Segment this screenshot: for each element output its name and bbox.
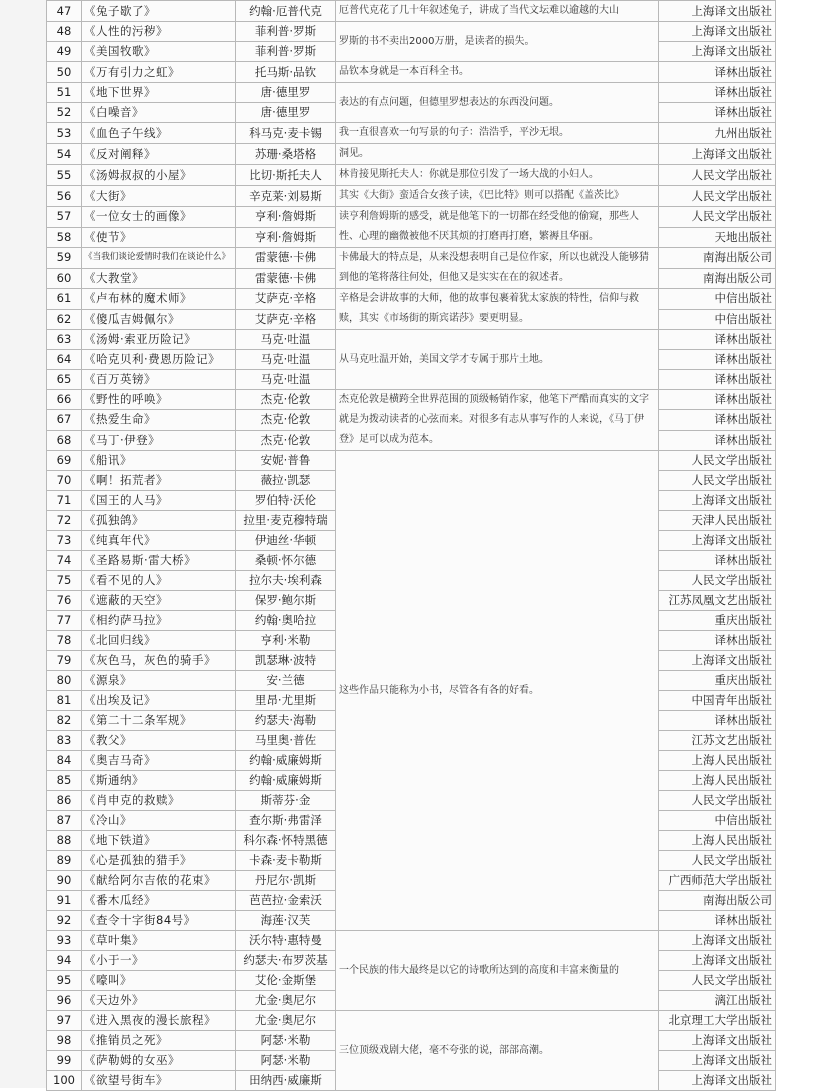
- table-row: [47, 83, 776, 103]
- book-author: 科尔森·怀特黑德: [236, 831, 336, 851]
- book-title: 《百万英镑》: [82, 370, 236, 390]
- row-number: 47: [47, 1, 82, 22]
- table-row: [47, 451, 776, 471]
- book-publisher: 译林出版社: [659, 350, 776, 370]
- row-number: 94: [47, 951, 82, 971]
- book-publisher: 江苏文艺出版社: [659, 731, 776, 751]
- table-row: [47, 248, 776, 269]
- book-publisher: 上海译文出版社: [659, 1, 776, 22]
- book-publisher: 上海译文出版社: [659, 531, 776, 551]
- row-number: 89: [47, 851, 82, 871]
- book-title: 《大教堂》: [82, 268, 236, 289]
- book-author: 约瑟夫·海勒: [236, 711, 336, 731]
- row-number: 62: [47, 309, 82, 330]
- book-author: 海莲·汉芙: [236, 911, 336, 931]
- row-number: 98: [47, 1031, 82, 1051]
- book-comment: 三位顶级戏剧大佬，毫不夸张的说，部部高潮。: [336, 1011, 659, 1091]
- book-title: 《相约萨马拉》: [82, 611, 236, 631]
- book-publisher: 上海译文出版社: [659, 951, 776, 971]
- book-author: 艾萨克·辛格: [236, 309, 336, 330]
- book-publisher: 上海译文出版社: [659, 42, 776, 62]
- book-publisher: 译林出版社: [659, 62, 776, 83]
- row-number: 90: [47, 871, 82, 891]
- row-number: 86: [47, 791, 82, 811]
- book-publisher: 译林出版社: [659, 631, 776, 651]
- table-row: [47, 165, 776, 186]
- book-title: 《地下铁道》: [82, 831, 236, 851]
- book-title: 《萨勒姆的女巫》: [82, 1051, 236, 1071]
- book-title: 《教父》: [82, 731, 236, 751]
- left-margin: [0, 0, 47, 1088]
- book-publisher: 上海译文出版社: [659, 22, 776, 42]
- book-publisher: 译林出版社: [659, 430, 776, 450]
- book-comment: 这些作品只能称为小书，尽管各有各的好看。: [336, 451, 659, 931]
- book-title: 《纯真年代》: [82, 531, 236, 551]
- row-number: 100: [47, 1071, 82, 1091]
- book-author: 亨利·米勒: [236, 631, 336, 651]
- book-title: 《使节》: [82, 227, 236, 248]
- book-author: 约翰·厄普代克: [236, 1, 336, 22]
- book-title: 《国王的人马》: [82, 491, 236, 511]
- book-publisher: 译林出版社: [659, 370, 776, 390]
- book-author: 凯瑟琳·波特: [236, 651, 336, 671]
- book-title: 《地下世界》: [82, 83, 236, 103]
- row-number: 83: [47, 731, 82, 751]
- book-publisher: 天地出版社: [659, 227, 776, 248]
- book-title: 《汤姆叔叔的小屋》: [82, 165, 236, 186]
- book-publisher: 人民文学出版社: [659, 791, 776, 811]
- book-author: 芭芭拉·金索沃: [236, 891, 336, 911]
- table-row: [47, 62, 776, 83]
- book-title: 《马丁·伊登》: [82, 430, 236, 450]
- book-author: 杰克·伦敦: [236, 430, 336, 450]
- row-number: 70: [47, 471, 82, 491]
- book-publisher: 广西师范大学出版社: [659, 871, 776, 891]
- row-number: 57: [47, 207, 82, 228]
- book-publisher: 人民文学出版社: [659, 207, 776, 228]
- book-comment: 洞见。: [336, 144, 659, 165]
- row-number: 50: [47, 62, 82, 83]
- book-publisher: 人民文学出版社: [659, 165, 776, 186]
- book-author: 雷蒙德·卡佛: [236, 248, 336, 269]
- book-title: 《人性的污秽》: [82, 22, 236, 42]
- book-title: 《源泉》: [82, 671, 236, 691]
- book-title: 《啊！拓荒者》: [82, 471, 236, 491]
- book-title: 《圣路易斯·雷大桥》: [82, 551, 236, 571]
- book-title: 《献给阿尔吉侬的花束》: [82, 871, 236, 891]
- book-title: 《嚎叫》: [82, 971, 236, 991]
- book-author: 雷蒙德·卡佛: [236, 268, 336, 289]
- book-title: 《野性的呼唤》: [82, 390, 236, 410]
- row-number: 72: [47, 511, 82, 531]
- book-publisher: 上海译文出版社: [659, 1051, 776, 1071]
- row-number: 53: [47, 123, 82, 144]
- book-title: 《孤独鸽》: [82, 511, 236, 531]
- row-number: 59: [47, 248, 82, 269]
- row-number: 65: [47, 370, 82, 390]
- book-table: [46, 0, 776, 1091]
- book-title: 《天边外》: [82, 991, 236, 1011]
- book-publisher: 上海译文出版社: [659, 931, 776, 951]
- book-author: 薇拉·凯瑟: [236, 471, 336, 491]
- row-number: 97: [47, 1011, 82, 1031]
- row-number: 78: [47, 631, 82, 651]
- book-publisher: 天津人民出版社: [659, 511, 776, 531]
- book-publisher: 译林出版社: [659, 711, 776, 731]
- book-title: 《卢布林的魔术师》: [82, 289, 236, 310]
- book-publisher: 南海出版公司: [659, 248, 776, 269]
- table-row: [47, 123, 776, 144]
- book-title: 《番木瓜经》: [82, 891, 236, 911]
- book-title: 《哈克贝利·费恩历险记》: [82, 350, 236, 370]
- book-title: 《查令十字街84号》: [82, 911, 236, 931]
- book-comment: 一个民族的伟大最终是以它的诗歌所达到的高度和丰富来衡量的: [336, 931, 659, 1011]
- row-number: 96: [47, 991, 82, 1011]
- book-author: 阿瑟·米勒: [236, 1031, 336, 1051]
- book-title: 《热爱生命》: [82, 410, 236, 430]
- book-title: 《奥吉马奇》: [82, 751, 236, 771]
- book-author: 比切·斯托夫人: [236, 165, 336, 186]
- book-comment: 我一直很喜欢一句写景的句子：浩浩乎，平沙无垠。: [336, 123, 659, 144]
- book-author: 马克·吐温: [236, 350, 336, 370]
- book-author: 安·兰德: [236, 671, 336, 691]
- book-publisher: 译林出版社: [659, 103, 776, 123]
- book-author: 约翰·奥哈拉: [236, 611, 336, 631]
- book-title: 《冷山》: [82, 811, 236, 831]
- row-number: 99: [47, 1051, 82, 1071]
- book-publisher: 人民文学出版社: [659, 851, 776, 871]
- table-row: [47, 186, 776, 207]
- book-author: 约瑟夫·布罗茨基: [236, 951, 336, 971]
- book-publisher: 中信出版社: [659, 289, 776, 310]
- book-publisher: 译林出版社: [659, 911, 776, 931]
- book-publisher: 中信出版社: [659, 309, 776, 330]
- book-author: 沃尔特·惠特曼: [236, 931, 336, 951]
- book-author: 桑顿·怀尔德: [236, 551, 336, 571]
- book-comment: 辛格是会讲故事的大师，他的故事包裹着犹太家族的特性，信仰与救赎，其实《市场街的斯宾诺莎》要更明显。: [336, 289, 659, 330]
- book-author: 唐·德里罗: [236, 83, 336, 103]
- book-publisher: 译林出版社: [659, 390, 776, 410]
- book-title: 《小于一》: [82, 951, 236, 971]
- book-publisher: 中国青年出版社: [659, 691, 776, 711]
- row-number: 73: [47, 531, 82, 551]
- table-row: [47, 22, 776, 42]
- row-number: 61: [47, 289, 82, 310]
- book-publisher: 北京理工大学出版社: [659, 1011, 776, 1031]
- book-title: 《美国牧歌》: [82, 42, 236, 62]
- book-author: 亨利·詹姆斯: [236, 207, 336, 228]
- book-author: 科马克·麦卡锡: [236, 123, 336, 144]
- row-number: 71: [47, 491, 82, 511]
- book-author: 菲利普·罗斯: [236, 22, 336, 42]
- book-author: 里昂·尤里斯: [236, 691, 336, 711]
- row-number: 49: [47, 42, 82, 62]
- table-row: [47, 931, 776, 951]
- book-comment: 其实《大街》蛮适合女孩子读，《巴比特》则可以搭配《盖茨比》: [336, 186, 659, 207]
- row-number: 87: [47, 811, 82, 831]
- book-publisher: 漓江出版社: [659, 991, 776, 1011]
- book-author: 丹尼尔·凯斯: [236, 871, 336, 891]
- book-title: 《斯通纳》: [82, 771, 236, 791]
- book-author: 马克·吐温: [236, 370, 336, 390]
- row-number: 55: [47, 165, 82, 186]
- book-title: 《兔子歇了》: [82, 1, 236, 22]
- row-number: 74: [47, 551, 82, 571]
- row-number: 76: [47, 591, 82, 611]
- book-title: 《肖申克的救赎》: [82, 791, 236, 811]
- row-number: 51: [47, 83, 82, 103]
- row-number: 82: [47, 711, 82, 731]
- book-publisher: 江苏凤凰文艺出版社: [659, 591, 776, 611]
- book-author: 亨利·詹姆斯: [236, 227, 336, 248]
- book-publisher: 上海译文出版社: [659, 651, 776, 671]
- book-publisher: 上海人民出版社: [659, 831, 776, 851]
- table-row: [47, 390, 776, 410]
- book-publisher: 人民文学出版社: [659, 451, 776, 471]
- book-author: 唐·德里罗: [236, 103, 336, 123]
- book-title: 《灰色马，灰色的骑手》: [82, 651, 236, 671]
- row-number: 66: [47, 390, 82, 410]
- book-publisher: 南海出版公司: [659, 268, 776, 289]
- book-comment: 罗斯的书不卖出2000万册，是读者的损失。: [336, 22, 659, 62]
- book-title: 《心是孤独的猎手》: [82, 851, 236, 871]
- book-author: 尤金·奥尼尔: [236, 991, 336, 1011]
- book-author: 罗伯特·沃伦: [236, 491, 336, 511]
- row-number: 84: [47, 751, 82, 771]
- book-author: 艾萨克·辛格: [236, 289, 336, 310]
- table-row: [47, 289, 776, 310]
- row-number: 93: [47, 931, 82, 951]
- book-publisher: 上海人民出版社: [659, 771, 776, 791]
- book-author: 菲利普·罗斯: [236, 42, 336, 62]
- book-author: 约翰·威廉姆斯: [236, 751, 336, 771]
- book-title: 《第二十二条军规》: [82, 711, 236, 731]
- row-number: 48: [47, 22, 82, 42]
- book-publisher: 南海出版公司: [659, 891, 776, 911]
- book-title: 《傻瓜吉姆佩尔》: [82, 309, 236, 330]
- book-author: 斯蒂芬·金: [236, 791, 336, 811]
- row-number: 77: [47, 611, 82, 631]
- book-author: 拉尔夫·埃利森: [236, 571, 336, 591]
- book-author: 杰克·伦敦: [236, 410, 336, 430]
- book-author: 卡森·麦卡勒斯: [236, 851, 336, 871]
- book-comment: 杰克伦敦是横跨全世界范围的顶级畅销作家，他笔下严酷而真实的文字就是为拨动读者的心弦而来。对很多有志从事写作的人来说，《马丁伊登》足可以成为范本。: [336, 390, 659, 451]
- book-author: 拉里·麦克穆特瑞: [236, 511, 336, 531]
- row-number: 54: [47, 144, 82, 165]
- book-author: 马克·吐温: [236, 330, 336, 350]
- book-title: 《反对阐释》: [82, 144, 236, 165]
- book-title: 《当我们谈论爱情时我们在谈论什么》: [82, 248, 236, 269]
- book-comment: 从马克吐温开始，美国文学才专属于那片土地。: [336, 330, 659, 390]
- book-title: 《白噪音》: [82, 103, 236, 123]
- row-number: 58: [47, 227, 82, 248]
- book-publisher: 上海译文出版社: [659, 1071, 776, 1091]
- table-row: [47, 207, 776, 228]
- table-row: [47, 144, 776, 165]
- book-author: 尤金·奥尼尔: [236, 1011, 336, 1031]
- book-publisher: 译林出版社: [659, 330, 776, 350]
- row-number: 68: [47, 430, 82, 450]
- book-publisher: 人民文学出版社: [659, 571, 776, 591]
- book-author: 托马斯·品钦: [236, 62, 336, 83]
- book-publisher: 译林出版社: [659, 83, 776, 103]
- book-title: 《大街》: [82, 186, 236, 207]
- book-author: 查尔斯·弗雷泽: [236, 811, 336, 831]
- book-author: 马里奥·普佐: [236, 731, 336, 751]
- book-publisher: 中信出版社: [659, 811, 776, 831]
- row-number: 52: [47, 103, 82, 123]
- book-publisher: 人民文学出版社: [659, 971, 776, 991]
- book-comment: 林肯接见斯托夫人：你就是那位引发了一场大战的小妇人。: [336, 165, 659, 186]
- book-title: 《北回归线》: [82, 631, 236, 651]
- book-title: 《欲望号街车》: [82, 1071, 236, 1091]
- book-publisher: 人民文学出版社: [659, 471, 776, 491]
- row-number: 80: [47, 671, 82, 691]
- row-number: 95: [47, 971, 82, 991]
- book-title: 《草叶集》: [82, 931, 236, 951]
- book-author: 阿瑟·米勒: [236, 1051, 336, 1071]
- book-author: 田纳西·威廉斯: [236, 1071, 336, 1091]
- book-publisher: 上海人民出版社: [659, 751, 776, 771]
- book-title: 《出埃及记》: [82, 691, 236, 711]
- book-author: 苏珊·桑塔格: [236, 144, 336, 165]
- book-title: 《进入黑夜的漫长旅程》: [82, 1011, 236, 1031]
- book-comment: 品钦本身就是一本百科全书。: [336, 62, 659, 83]
- book-publisher: 上海译文出版社: [659, 1031, 776, 1051]
- book-comment: 厄普代克花了几十年叙述兔子，讲成了当代文坛难以逾越的大山: [336, 1, 659, 22]
- book-title: 《遮蔽的天空》: [82, 591, 236, 611]
- row-number: 85: [47, 771, 82, 791]
- book-author: 艾伦·金斯堡: [236, 971, 336, 991]
- book-author: 安妮·普鲁: [236, 451, 336, 471]
- book-publisher: 译林出版社: [659, 410, 776, 430]
- book-title: 《一位女士的画像》: [82, 207, 236, 228]
- book-title: 《万有引力之虹》: [82, 62, 236, 83]
- row-number: 67: [47, 410, 82, 430]
- table-row: [47, 330, 776, 350]
- row-number: 56: [47, 186, 82, 207]
- book-author: 伊迪丝·华顿: [236, 531, 336, 551]
- book-title: 《船讯》: [82, 451, 236, 471]
- book-title: 《看不见的人》: [82, 571, 236, 591]
- book-title: 《推销员之死》: [82, 1031, 236, 1051]
- row-number: 81: [47, 691, 82, 711]
- table-row: [47, 1, 776, 22]
- row-number: 75: [47, 571, 82, 591]
- book-author: 辛克莱·刘易斯: [236, 186, 336, 207]
- row-number: 60: [47, 268, 82, 289]
- book-publisher: 人民文学出版社: [659, 186, 776, 207]
- book-title: 《血色子午线》: [82, 123, 236, 144]
- row-number: 91: [47, 891, 82, 911]
- book-publisher: 上海译文出版社: [659, 491, 776, 511]
- book-author: 约翰·威廉姆斯: [236, 771, 336, 791]
- book-comment: 表达的有点问题，但德里罗想表达的东西没问题。: [336, 83, 659, 123]
- book-author: 杰克·伦敦: [236, 390, 336, 410]
- row-number: 63: [47, 330, 82, 350]
- book-publisher: 重庆出版社: [659, 611, 776, 631]
- book-comment: 卡佛最大的特点是，从来没想表明自己是位作家，所以也就没人能够猜到他的笔将落往何处，但他又是实实在在的叙述者。: [336, 248, 659, 289]
- book-title: 《汤姆·索亚历险记》: [82, 330, 236, 350]
- table-row: [47, 1011, 776, 1031]
- book-comment: 读亨利詹姆斯的感受，就是他笔下的一切都在经受他的偷窥，那些人性、心理的幽微被他不厌其烦的打磨再打磨，繁褥且华丽。: [336, 207, 659, 248]
- book-publisher: 译林出版社: [659, 551, 776, 571]
- row-number: 88: [47, 831, 82, 851]
- row-number: 79: [47, 651, 82, 671]
- book-publisher: 上海译文出版社: [659, 144, 776, 165]
- row-number: 69: [47, 451, 82, 471]
- book-author: 保罗·鲍尔斯: [236, 591, 336, 611]
- book-publisher: 重庆出版社: [659, 671, 776, 691]
- row-number: 64: [47, 350, 82, 370]
- row-number: 92: [47, 911, 82, 931]
- book-publisher: 九州出版社: [659, 123, 776, 144]
